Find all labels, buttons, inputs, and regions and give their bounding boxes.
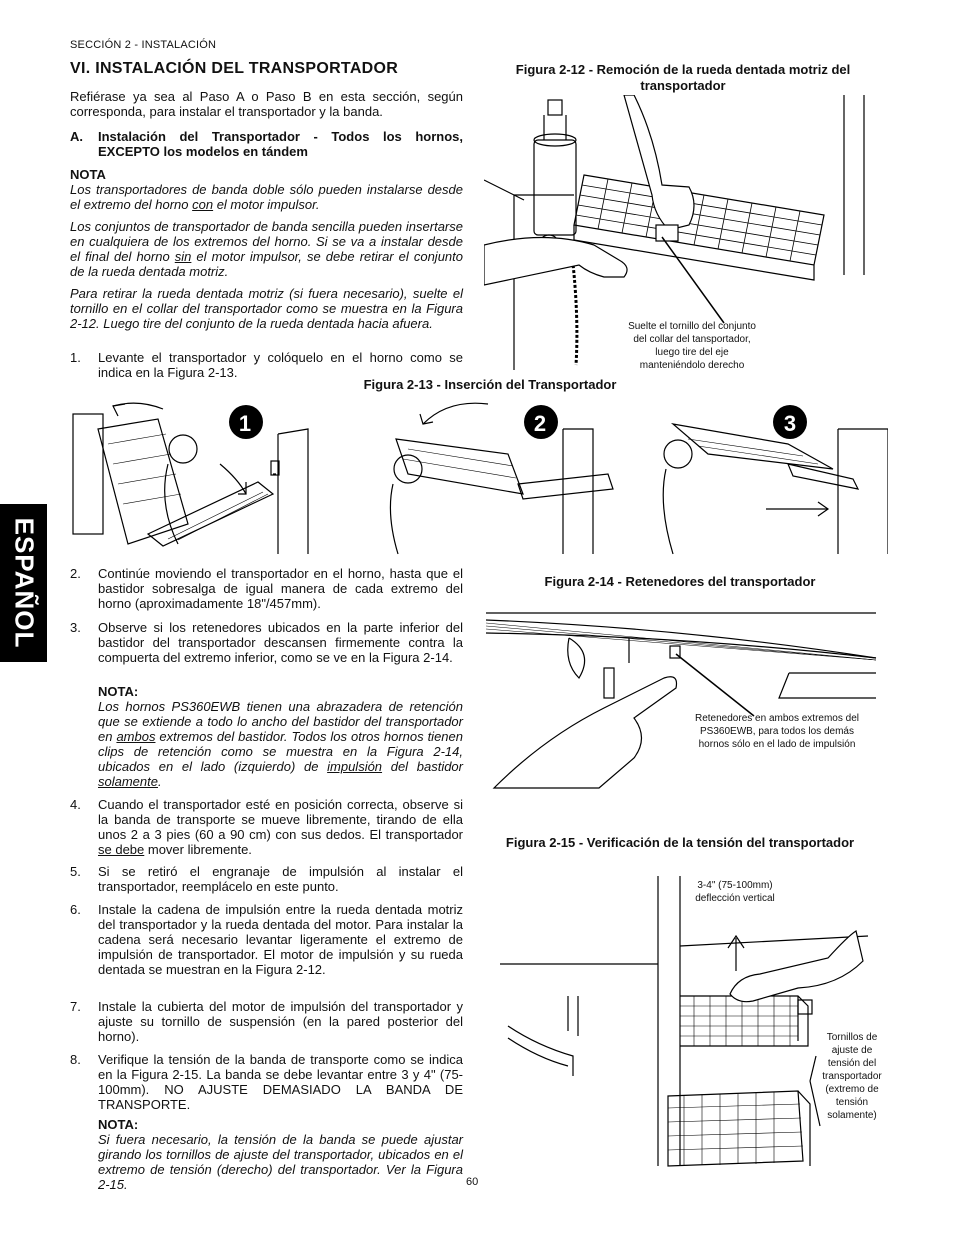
step-3 — [70, 620, 463, 680]
nota-step-3-u1: ambos — [116, 729, 156, 744]
step-text — [98, 797, 463, 857]
step-text: Verifique la tensión de la banda de transporte como se indica en la Figura 2-15. La banda se debe levantar entre 3 y 4" (75-100mm). NO AJUSTE DEMASIADO LA BANDA DE TRANSPORTE. — [98, 1052, 463, 1112]
nota-paragraph-2 — [70, 219, 463, 279]
figure-2-15-callout-screws: Tornillos de ajuste de tensión del transportador (extremo de tensión solamente) — [822, 1032, 882, 1121]
side-tab-label: ESPAÑOL — [9, 517, 39, 649]
language-side-tab — [0, 504, 47, 662]
nota-1-text: Los transportadores de banda doble sólo pueden instalarse desde el extremo del horno — [70, 182, 463, 212]
nota-step-3-b: extremos del bastidor. Todos los otros hornos tienen clips de retención como se muestra en la Figura 2-14, ubicados en el lado (izquierdo) de — [98, 729, 463, 774]
figure-2-14-caption: Figura 2-14 - Retenedores del transportador — [544, 574, 816, 589]
nota-step-3-label: NOTA: — [98, 684, 139, 699]
nota-label: NOTA — [70, 167, 106, 182]
step-text: Instale la cubierta del motor de impulsión del transportador y ajuste su tornillo de suspensión (en la pared posterior del horno). — [98, 999, 463, 1044]
step-number: 4. — [70, 797, 81, 812]
page-number: 60 — [466, 1176, 479, 1188]
step-number: 1. — [70, 350, 81, 365]
figure-2-13-drawing — [68, 394, 888, 556]
step-number: 5. — [70, 864, 81, 879]
nota-step-3-d: . — [157, 774, 162, 789]
figure-2-12-callout: Suelte el tornillo del conjunto del collar del tansportador, luego tire del eje manteniéndolo derecho — [628, 321, 756, 371]
nota-step-3-u3: solamente — [98, 774, 158, 789]
step-5 — [70, 864, 463, 896]
figure-2-12-caption: Figura 2-12 - Remoción de la rueda dentada motriz del transportador — [515, 62, 851, 93]
nota-paragraph-3: Para retirar la rueda dentada motriz (si fuera necesario), suelte el tornillo en el collar del transportador como se muestra en la Figura 2-12. Luego tire del conjunto de la rueda dentada hacia afuera. — [70, 286, 463, 331]
figure-2-13-badge-1: 1 — [238, 411, 252, 436]
nota-step-3 — [98, 684, 463, 789]
step-number: 7. — [70, 999, 81, 1014]
nota-paragraph-1 — [70, 182, 463, 212]
step-4-text-b: mover libremente. — [144, 842, 252, 857]
step-a-heading — [70, 129, 463, 160]
step-number: 8. — [70, 1052, 81, 1067]
nota-2-text: Los conjuntos de transportador de banda sencilla pueden insertarse en cualquiera de los extremos del horno. Si se va a instalar desde el final del horno — [70, 219, 463, 264]
nota-step-8 — [98, 1117, 463, 1192]
nota-1-underline: con — [192, 197, 214, 212]
nota-step-3-c: del bastidor — [382, 759, 463, 774]
step-text: Levante el transportador y colóquelo en el horno como se indica en la Figura 2-13. — [98, 350, 463, 380]
nota-step-3-text — [98, 699, 463, 789]
figure-2-15-drawing — [498, 876, 878, 1168]
nota-2-text-end: el motor impulsor, se debe retirar el conjunto de la rueda dentada motriz. — [70, 249, 463, 279]
nota-step-3-a: Los hornos PS360EWB tienen una abrazadera de retención que se extiende a todo lo ancho del bastidor del transportador en — [98, 699, 463, 744]
figure-2-13-badge-3: 3 — [783, 411, 797, 436]
figure-2-15-callout-deflection: 3-4" (75-100mm) deflección vertical — [695, 880, 775, 904]
section-title: VI. INSTALACIÓN DEL TRANSPORTADOR — [70, 60, 399, 77]
figure-2-13-badge-2: 2 — [533, 411, 547, 436]
figure-2-13-caption: Figura 2-13 - Inserción del Transportador — [363, 377, 617, 392]
step-4-underline: se debe — [98, 842, 145, 857]
step-text: Si se retiró el engranaje de impulsión al instalar el transportador, reemplácelo en este punto. — [98, 864, 463, 894]
figure-2-14-callout: Retenedores en ambos extremos del PS360EWB, para todos los demás hornos sólo en el lado de impulsión — [695, 713, 859, 750]
nota-step-8-text: Si fuera necesario, la tensión de la banda se puede ajustar girando los tornillos de ajuste del transportador, ubicados en el extremo de tensión (derecho) del transportador. Ver la Figura 2-15. — [98, 1132, 463, 1192]
section-intro: Refiérase ya sea al Paso A o Paso B en esta sección, según corresponda, para instalar el transportador y la banda. — [70, 89, 463, 119]
step-number: 6. — [70, 902, 81, 917]
nota-2-underline: sin — [174, 249, 192, 264]
step-4 — [70, 797, 463, 857]
nota-step-3-u2: impulsión — [327, 759, 383, 774]
step-number: 3. — [70, 620, 81, 635]
step-7 — [70, 999, 463, 1045]
nota-1-text-end: el motor impulsor. — [213, 197, 320, 212]
running-header: SECCIÓN 2 - INSTALACIÓN — [70, 39, 217, 51]
step-a-title: Instalación del Transportador - Todos los hornos, EXCEPTO los modelos en tándem — [98, 129, 463, 159]
figure-2-15-caption: Figura 2-15 - Verificación de la tensión del transportador — [505, 835, 855, 850]
step-4-text-a: Cuando el transportador esté en posición correcta, observe si la banda de transporte se mueve libremente, tirando de ella unos 2 a 3 pies (60 a 90 cm) con sus dedos. El transportador — [98, 797, 463, 842]
step-text: Observe si los retenedores ubicados en la parte inferior del bastidor del transportador descansen firmemente contra la compuerta del extremo inferior, como se ve en la Figura 2-14. — [98, 620, 463, 665]
step-2 — [70, 566, 463, 612]
step-text: Instale la cadena de impulsión entre la rueda dentada motriz del transportador y la rueda dentada del motor. Para instalar la cadena será necesario levantar ligeramente el extremo de impulsión de transportador. El motor de impulsión y su rueda dentada se muestran en la Figura 2-12. — [98, 902, 463, 977]
step-text: Continúe moviendo el transportador en el horno, hasta que el bastidor sobresalga de igual manera de cada extremo del horno (aproximadamente 18"/457mm). — [98, 566, 463, 611]
step-a-letter: A. — [70, 129, 83, 144]
step-8 — [70, 1052, 463, 1114]
left-column-top — [70, 61, 463, 331]
step-number: 2. — [70, 566, 81, 581]
figure-2-14-drawing — [484, 598, 879, 793]
nota-step-8-label: NOTA: — [98, 1117, 139, 1132]
step-6 — [70, 902, 463, 992]
